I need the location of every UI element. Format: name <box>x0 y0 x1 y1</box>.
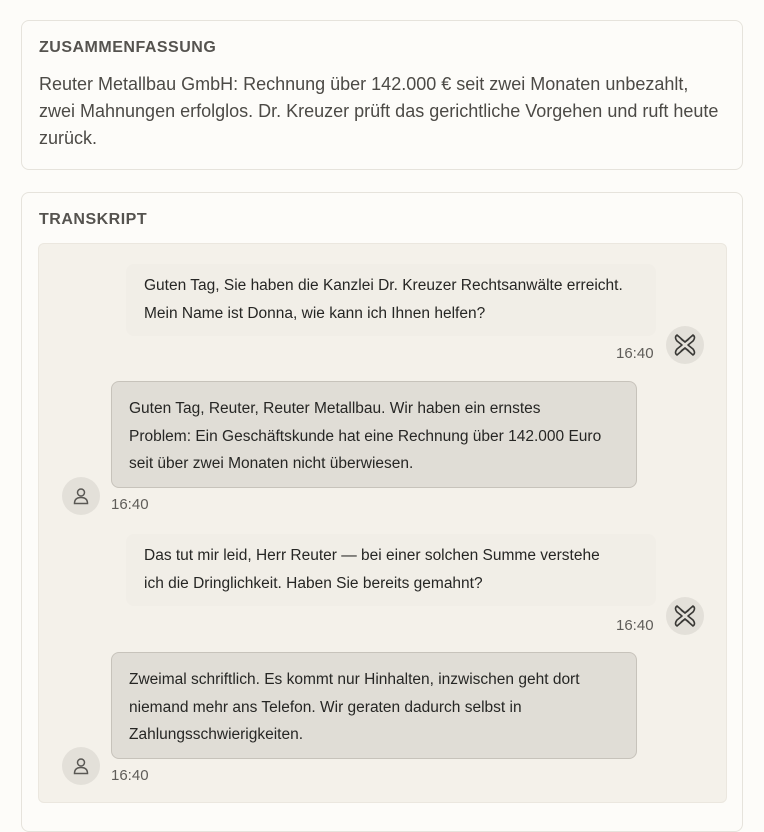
message-line: Problem: Ein Geschäftskunde hat eine Rechnung über 142.000 Euro <box>129 427 602 445</box>
transcript-card <box>21 192 743 832</box>
summary-text: Reuter Metallbau GmbH: Rechnung über 142.000 € seit zwei Monaten unbezahlt, zwei Mahnungen erfolglos. Dr. Kreuzer prüft das gerichtliche Vorgehen und ruft heute zurück. <box>39 74 719 148</box>
summary-card <box>21 20 743 170</box>
message-time: 16:40 <box>111 496 149 513</box>
agent-avatar <box>666 597 704 635</box>
message-line: Zahlungsschwierigkeiten. <box>129 726 304 743</box>
user-icon <box>71 486 91 506</box>
agent-message <box>126 534 656 606</box>
user-avatar <box>62 747 100 785</box>
message-time: 16:40 <box>616 617 654 634</box>
agent-message <box>126 264 656 336</box>
message-line: Guten Tag, Reuter, Reuter Metallbau. Wir haben ein ernstes <box>129 400 541 417</box>
message-line: Zweimal schriftlich. Es kommt nur Hinhalten, inzwischen geht dort <box>129 671 580 688</box>
agent-avatar <box>666 326 704 364</box>
summary-title: ZUSAMMENFASSUNG <box>39 39 217 56</box>
assistant-logo-icon <box>672 332 698 358</box>
assistant-logo-icon <box>672 603 698 629</box>
message-line: ich die Dringlichkeit. Haben Sie bereits gemahnt? <box>144 574 483 592</box>
user-avatar <box>62 477 100 515</box>
message-line: Das tut mir leid, Herr Reuter — bei einer solchen Summe verstehe <box>144 547 600 564</box>
message-time: 16:40 <box>616 345 654 362</box>
message-line: Mein Name ist Donna, wie kann ich Ihnen helfen? <box>144 304 486 322</box>
message-line: seit über zwei Monaten nicht überwiesen. <box>129 455 414 472</box>
transcript-title: TRANSKRIPT <box>39 211 148 228</box>
user-icon <box>71 756 91 776</box>
user-message <box>111 381 637 488</box>
message-line: niemand mehr ans Telefon. Wir geraten dadurch selbst in <box>129 698 522 716</box>
user-message <box>111 652 637 759</box>
transcript-scroll-area[interactable] <box>38 243 727 803</box>
message-line: Guten Tag, Sie haben die Kanzlei Dr. Kreuzer Rechtsanwälte erreicht. <box>144 277 623 294</box>
message-time: 16:40 <box>111 767 149 784</box>
